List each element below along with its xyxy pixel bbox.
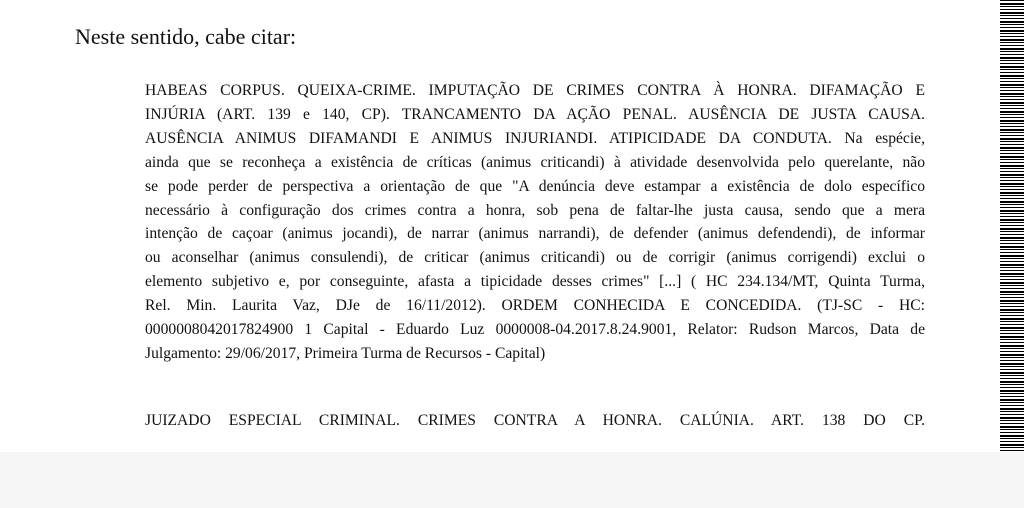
page-bottom-band: [0, 452, 1024, 508]
citation-line: HABEAS CORPUS. QUEIXA-CRIME. IMPUTAÇÃO DE CRIMES CONTRA À HONRA. DIFAMAÇÃO E: [145, 82, 925, 99]
citation-line: ou aconselhar (animus consulendi), de criticar (animus criticandi) ou de corrigir (animus corrigendi) exclui o: [145, 249, 925, 267]
citation-line: ainda que se reconheça a existência de críticas (animus criticandi) à atividade desenvolvida pelo querelante, não: [145, 153, 925, 171]
intro-heading: Neste sentido, cabe citar:: [75, 24, 297, 49]
citation-line: INJÚRIA (ART. 139 e 140, CP). TRANCAMENTO DA AÇÃO PENAL. AUSÊNCIA DE JUSTA CAUSA.: [145, 105, 925, 123]
citation-line: Julgamento: 29/06/2017, Primeira Turma de Recursos - Capital): [145, 344, 546, 362]
citation-block-2: [145, 409, 925, 433]
citation-block-1: [145, 79, 925, 366]
citation-line: Rel. Min. Laurita Vaz, DJe de 16/11/2012). ORDEM CONHECIDA E CONCEDIDA. (TJ-SC - HC:: [145, 297, 925, 315]
citation-line: intenção de caçoar (animus jocandi), de narrar (animus narrandi), de defender (animus defendendi), de informar: [145, 225, 925, 243]
citation-line: se pode perder de perspectiva a orientação de que "A denúncia deve estampar a existência de dolo específico: [145, 177, 925, 195]
citation-line: necessário à configuração dos crimes contra a honra, sob pena de faltar-lhe justa causa, sendo que a mera: [145, 201, 925, 219]
citation-line: JUIZADO ESPECIAL CRIMINAL. CRIMES CONTRA A HONRA. CALÚNIA. ART. 138 DO CP.: [145, 412, 925, 429]
citation-line: elemento subjetivo e, por conseguinte, afasta a tipicidade desses crimes" [...] ( HC 234.134/MT, Quinta Turma,: [145, 273, 925, 291]
citation-line: 0000008042017824900 1 Capital - Eduardo Luz 0000008-04.2017.8.24.9001, Relator: Rudson Marcos, Data de: [145, 321, 925, 339]
citation-line: AUSÊNCIA ANIMUS DIFAMANDI E ANIMUS INJURIANDI. ATIPICIDADE DA CONDUTA. Na espécie,: [145, 129, 925, 147]
barcode-strip: [1000, 0, 1024, 452]
